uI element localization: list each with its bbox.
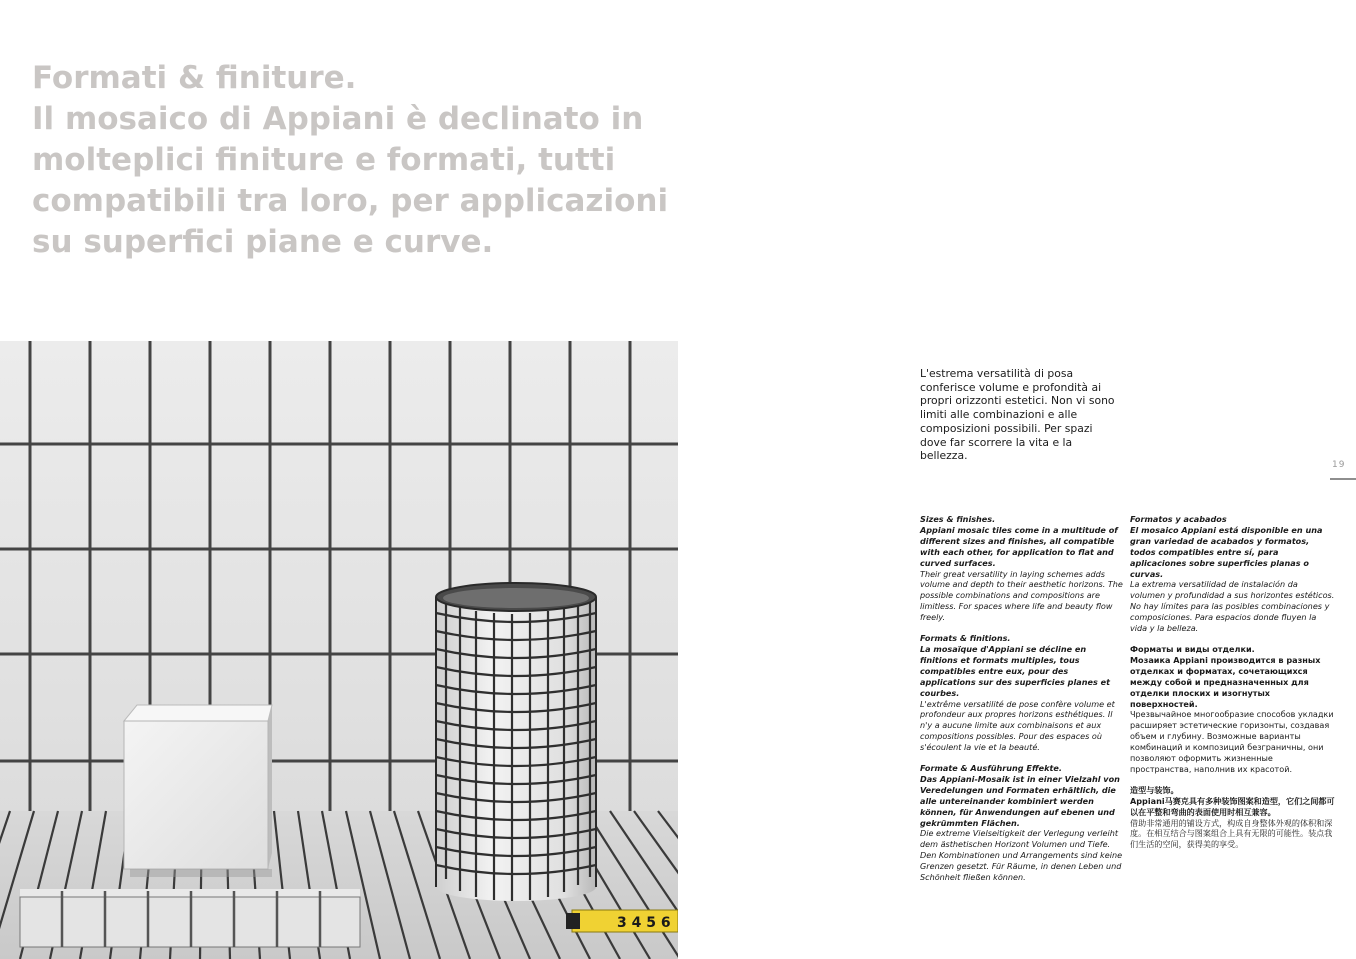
- translation-lead: Appiani马赛克具有多种装饰图案和造型，它们之间都可以在平整和弯曲的表面使用时相互兼容。: [1130, 795, 1335, 817]
- product-photo: [0, 341, 678, 959]
- translation-title: Sizes & finishes.: [920, 514, 996, 524]
- translation-zh: [1130, 785, 1335, 850]
- headline-line: Formati & finiture.: [32, 60, 357, 96]
- translation-fr: [920, 633, 1125, 753]
- measuring-tape-digits: 3 4 5 6: [617, 915, 671, 931]
- page-rule: [1330, 478, 1356, 480]
- translation-body: La extrema versatilidad de instalación da volumen y profundidad a sus horizontes estéticos. No hay límites para las posibles combinaciones y composiciones. Para espacios donde fluyen la vida y la belleza.: [1130, 579, 1335, 634]
- translation-ru: [1130, 644, 1335, 775]
- translations-right-column: [1130, 514, 1335, 860]
- measuring-tape: [566, 910, 678, 932]
- translation-lead: El mosaico Appiani está disponible en una gran variedad de acabados y formatos, todos compatibles entre sí, para aplicaciones sobre superficies planas o curvas.: [1130, 524, 1323, 579]
- translation-es: [1130, 514, 1335, 634]
- translations-left-column: [920, 514, 1125, 893]
- translation-lead: Мозаика Appiani производится в разных отделках и форматах, сочетающихся между собой и предназначенных для отделки плоских и изогнутых поверхностей.: [1130, 654, 1321, 709]
- translation-body: Their great versatility in laying schemes adds volume and depth to their aesthetic horizons. The possible combinations and compositions are limitless. For spaces where life and beauty flow freely.: [920, 568, 1123, 623]
- headline-line: Il mosaico di Appiani è declinato in: [32, 101, 644, 137]
- cube-object: [124, 705, 272, 877]
- translation-title: Formats & finitions.: [920, 633, 1011, 644]
- headline-line: compatibili tra loro, per applicazioni: [32, 183, 669, 219]
- translation-title: Formate & Ausführung Effekte.: [920, 763, 1062, 774]
- translation-title: Форматы и виды отделки.: [1130, 643, 1255, 654]
- tile-bar-object: [20, 889, 360, 947]
- page-number: 19: [1332, 460, 1346, 470]
- translation-lead: Appiani mosaic tiles come in a multitude of different sizes and finishes, all compatible with each other, for application to flat and curved surfaces.: [920, 524, 1118, 568]
- translation-body: Чрезвычайное многообразие способов укладки расширяет эстетические горизонты, создавая объем и глубину. Возможные варианты комбинаций и композиций безграничны, они позволяют оформить жизненные пространства, наполнив их красотой.: [1130, 709, 1334, 774]
- headline: [32, 58, 672, 263]
- translation-body: L'extrême versatilité de pose confère volume et profondeur aux propres horizons esthétiques. Il n'y a aucune limite aux combinaisons et aux compositions possibles. Pour des espaces où s'écoulent la vie et la beauté.: [920, 698, 1115, 753]
- translation-lead: Das Appiani-Mosaik ist in einer Vielzahl von Veredelungen und Formaten erhältlich, die alle untereinander kombiniert werden können, für Anwendungen auf ebenen und gekrümmten Flächen.: [920, 773, 1120, 828]
- translation-title: 造型与装饰。: [1130, 784, 1179, 795]
- intro-paragraph: L'estrema versatilità di posa conferisce volume e profondità ai propri orizzonti estetici. Non vi sono limiti alle combinazioni e alle composizioni possibili. Per spazi dove far scorrere la vita e la bellezza.: [920, 367, 1115, 463]
- translation-body: Die extreme Vielseitigkeit der Verlegung verleiht dem ästhetischen Horizont Volumen und Tiefe. Den Kombinationen und Arrangements sind keine Grenzen gesetzt. Für Räume, in denen Leben und Schönheit fließen können.: [920, 828, 1123, 883]
- headline-line: su superfici piane e curve.: [32, 224, 494, 260]
- cylinder-object: [436, 583, 596, 901]
- translation-lead: La mosaïque d'Appiani se décline en finitions et formats multiples, tous compatibles entre eux, pour des applications sur des superficies planes et courbes.: [920, 643, 1110, 698]
- headline-line: molteplici finiture e formati, tutti: [32, 142, 616, 178]
- translation-title: Formatos y acabados: [1130, 514, 1227, 524]
- translation-en: [920, 514, 1125, 623]
- translation-de: [920, 763, 1125, 883]
- translation-body: 借助非常通用的铺设方式，构成自身整体外观的体积和深度。在相互结合与图案组合上具有无限的可能性。装点我们生活的空间，获得美的享受。: [1130, 817, 1333, 850]
